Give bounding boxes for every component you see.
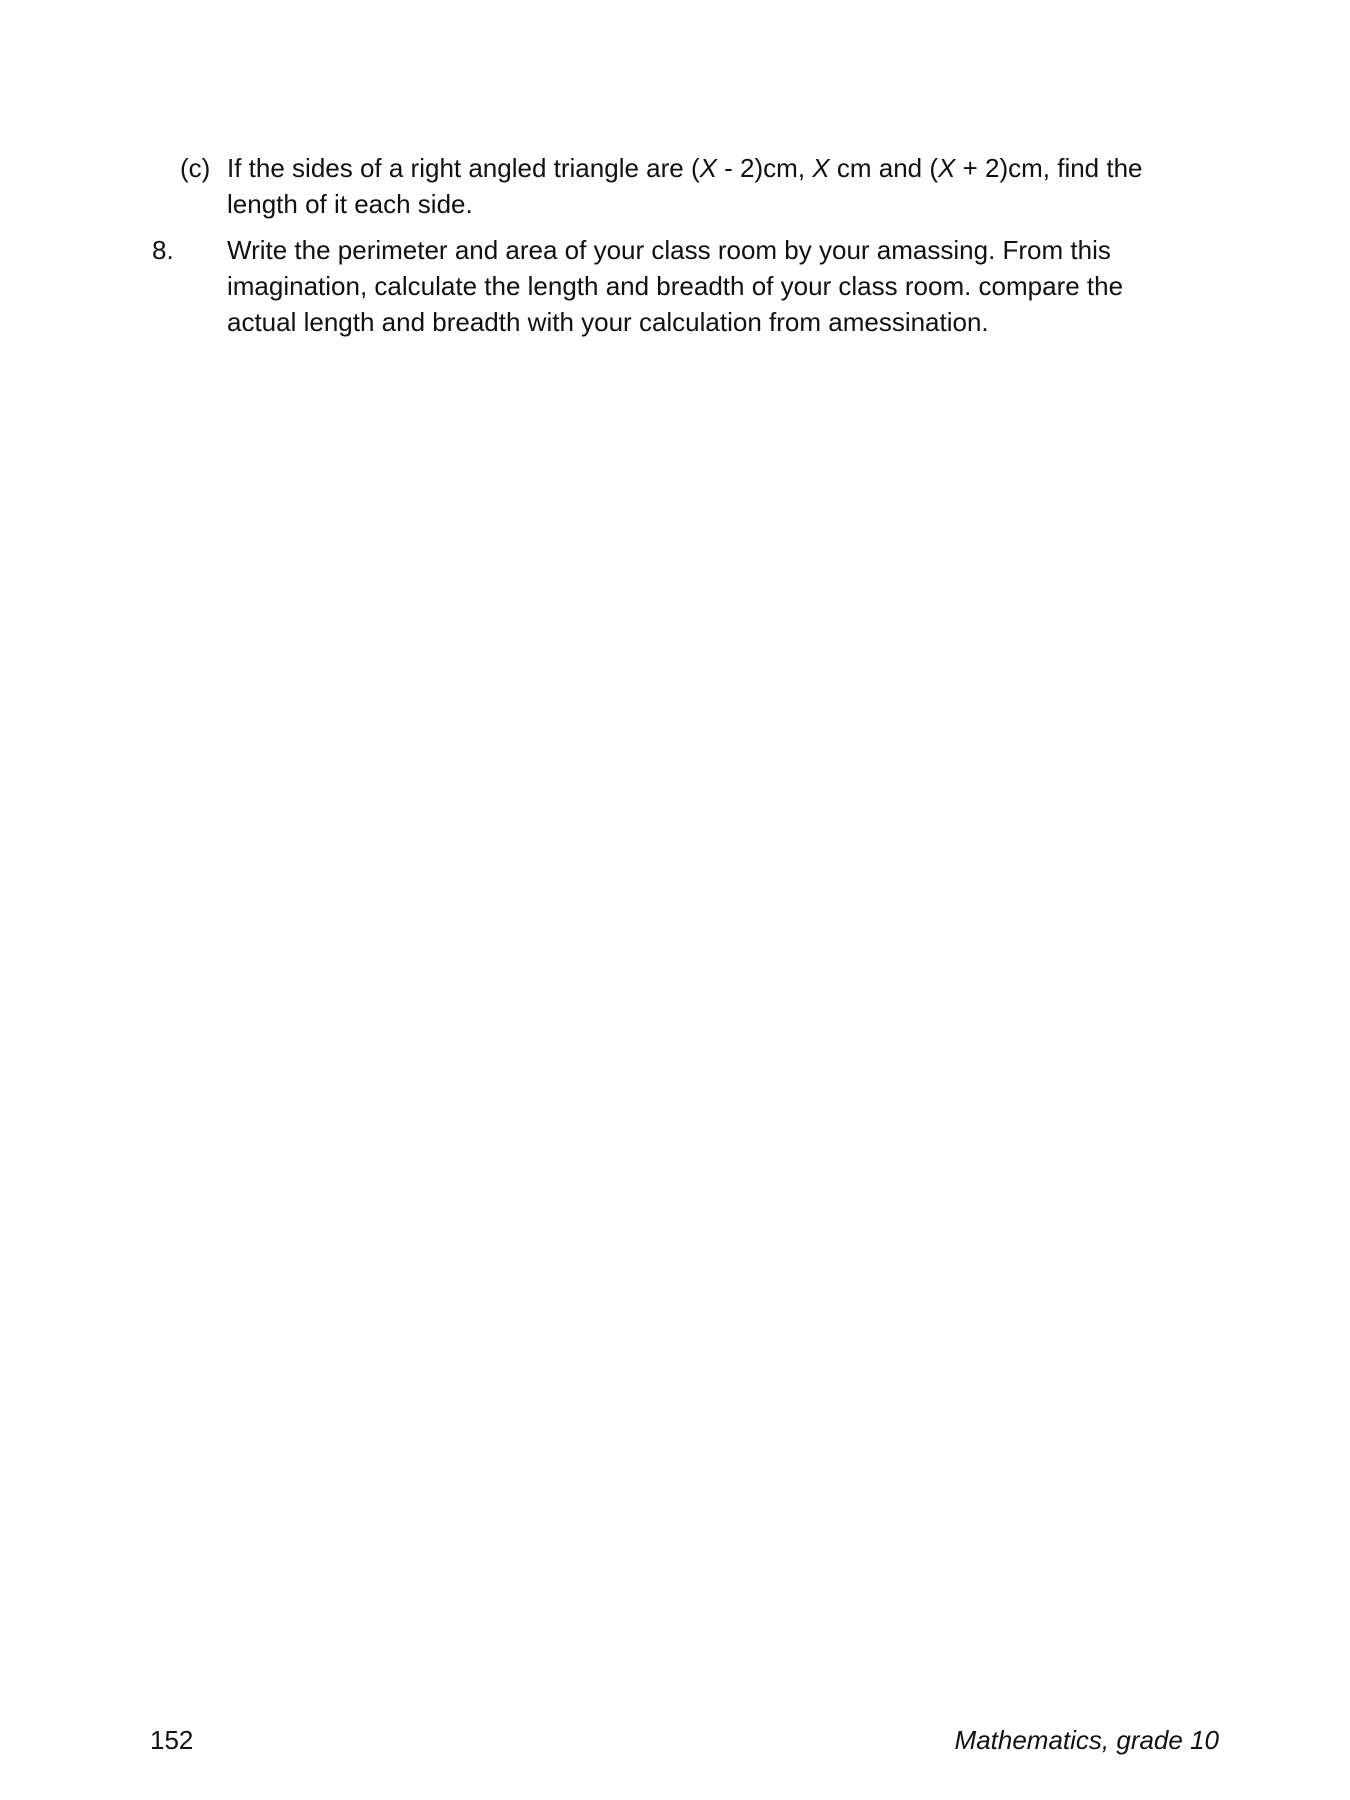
book-title: Mathematics, grade 10 [954,1725,1219,1755]
page-number: 152 [150,1725,194,1755]
item-8-text: Write the perimeter and area of your class room by your amassing. From this imagination, calculate the length and breadth of your class room. compare the actual length and breadth with your calculation from amessination. [227,235,1124,337]
item-c-text [227,150,1187,222]
math-variable-x: X [812,153,830,183]
math-variable-x: X [699,153,717,183]
item-c-text-part-3: cm and ( [829,153,939,183]
item-c-text-part-1: If the sides of a right angled triangle are ( [227,153,700,183]
item-c-text-part-4: + 2)cm, find the length of it each side. [227,153,1143,219]
math-variable-x: X [938,153,956,183]
item-c-label: (c) [180,153,211,183]
item-8-label: 8. [152,235,174,265]
item-c-text-part-2: - 2)cm, [716,153,813,183]
